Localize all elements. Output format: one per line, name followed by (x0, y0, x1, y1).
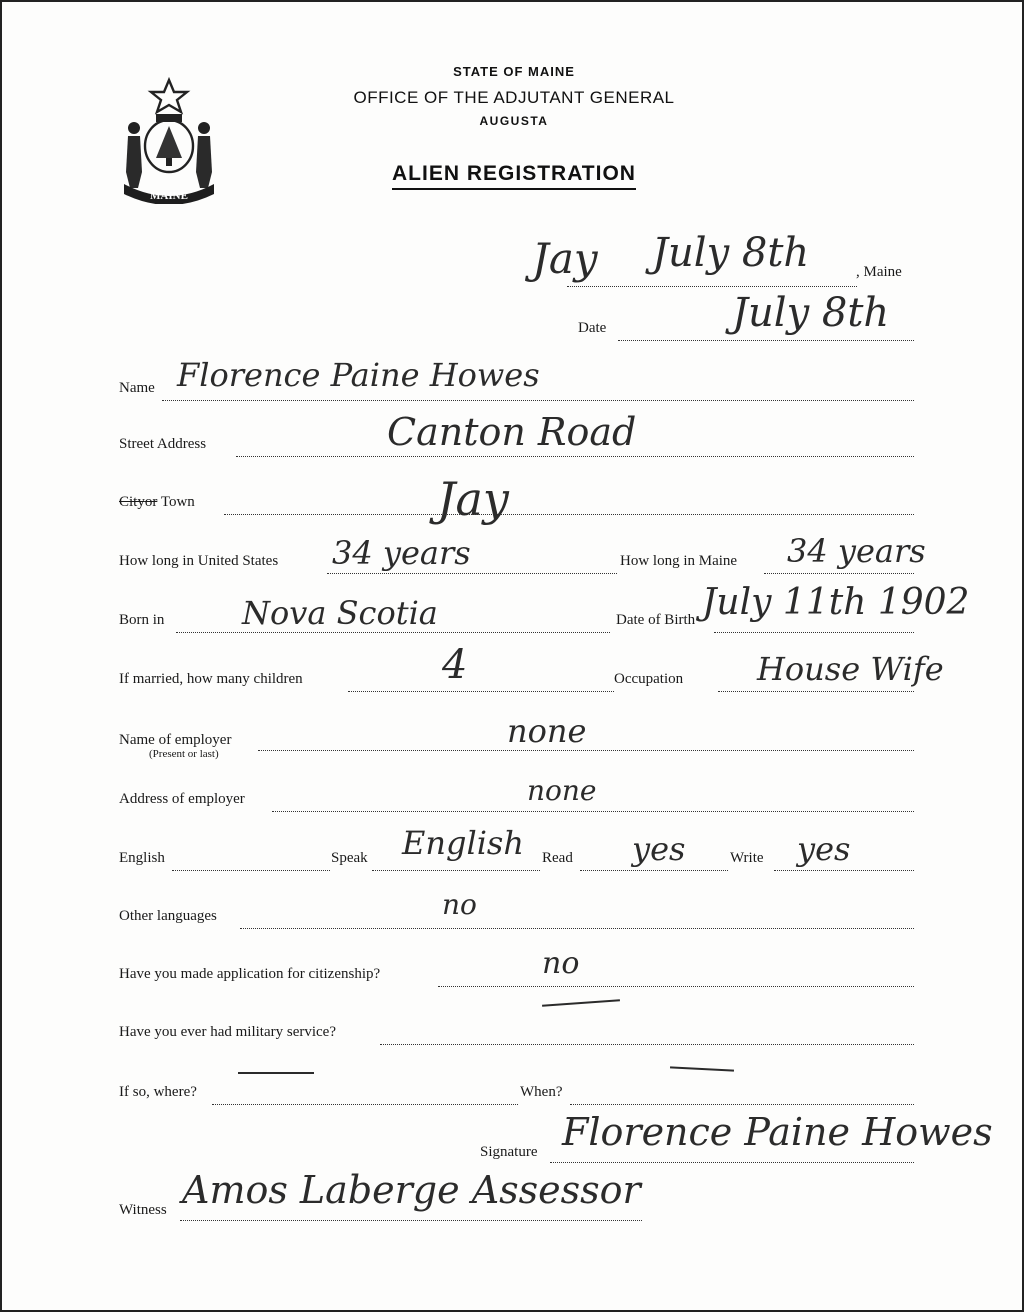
other-languages-label: Other languages (119, 908, 217, 924)
how-long-maine-label: How long in Maine (620, 553, 738, 569)
town-line-town: Jay (532, 234, 598, 283)
header-office: OFFICE OF THE ADJUTANT GENERAL (353, 88, 675, 107)
occupation-value: House Wife (757, 650, 944, 688)
seal-motto: MAINE (150, 190, 188, 202)
military-dash-mark (542, 999, 620, 1006)
children-value: 4 (442, 642, 468, 688)
or-struck-label: or (144, 494, 158, 510)
witness-label: Witness (119, 1202, 167, 1218)
how-long-maine-dots (764, 573, 914, 574)
occupation-label: Occupation (614, 671, 684, 687)
signature-label: Signature (480, 1144, 538, 1160)
speak-label: Speak (331, 850, 368, 866)
born-in-dots (176, 632, 610, 633)
signature-dots (550, 1162, 914, 1163)
how-long-us-dots (327, 573, 617, 574)
when-dash-mark (670, 1066, 734, 1071)
maine-label: , Maine (856, 264, 902, 280)
date-dots (618, 340, 914, 341)
name-dots (162, 400, 914, 401)
read-value: yes (632, 830, 686, 868)
write-dots (774, 870, 914, 871)
when-label: When? (520, 1084, 563, 1100)
town-value: Jay (437, 472, 509, 526)
born-in-label: Born in (119, 612, 165, 628)
write-label: Write (730, 850, 764, 866)
speak-dots (372, 870, 540, 871)
citizenship-value: no (542, 946, 580, 981)
date-of-birth-value: July 11th 1902 (702, 582, 970, 623)
date-of-birth-dots (714, 632, 914, 633)
town-line-dots (567, 286, 857, 287)
where-label: If so, where? (119, 1084, 197, 1100)
employer-sublabel: (Present or last) (149, 748, 219, 760)
where-dots (212, 1104, 518, 1105)
name-value: Florence Paine Howes (177, 356, 540, 394)
read-label: Read (542, 850, 573, 866)
english-dots (172, 870, 330, 871)
when-dots (570, 1104, 914, 1105)
date-value: July 8th (732, 290, 890, 336)
header-state: STATE OF MAINE (453, 64, 575, 79)
street-label: Street Address (119, 436, 207, 452)
employer-label: Name of employer (119, 732, 232, 748)
where-dash-mark (238, 1072, 314, 1074)
signature-value: Florence Paine Howes (562, 1110, 993, 1154)
witness-dots (180, 1220, 642, 1221)
name-label: Name (119, 380, 155, 396)
citizenship-dots (438, 986, 914, 987)
military-dots (380, 1044, 914, 1045)
witness-value: Amos Laberge Assessor (182, 1168, 641, 1212)
how-long-us-value: 34 years (332, 534, 471, 572)
city-struck-label: City (119, 494, 145, 510)
other-languages-dots (240, 928, 914, 929)
employer-address-label: Address of employer (119, 791, 245, 807)
employer-address-value: none (527, 774, 597, 807)
employer-address-dots (272, 811, 914, 812)
military-label: Have you ever had military service? (119, 1024, 336, 1040)
street-value: Canton Road (387, 410, 637, 454)
town-line-date: July 8th (652, 230, 810, 276)
read-dots (580, 870, 728, 871)
how-long-us-label: How long in United States (119, 553, 279, 569)
speak-value: English (402, 824, 524, 862)
page-title (2, 162, 1024, 186)
city-town-label (119, 494, 195, 511)
occupation-dots (718, 691, 914, 692)
born-in-value: Nova Scotia (242, 594, 438, 632)
town-label: Town (157, 494, 195, 510)
header-city: AUGUSTA (479, 114, 549, 128)
date-of-birth-label: Date of Birth (616, 612, 696, 628)
how-long-maine-value: 34 years (787, 532, 926, 570)
employer-value: none (507, 712, 587, 750)
citizenship-label: Have you made application for citizenship? (119, 966, 381, 982)
english-label: English (119, 850, 165, 866)
town-dots (224, 514, 914, 515)
date-label: Date (578, 320, 607, 336)
street-dots (236, 456, 914, 457)
employer-dots (258, 750, 914, 751)
write-value: yes (797, 830, 851, 868)
page-title-text: ALIEN REGISTRATION (392, 162, 636, 190)
other-languages-value: no (442, 888, 477, 921)
children-dots (348, 691, 614, 692)
children-label: If married, how many children (119, 671, 303, 687)
